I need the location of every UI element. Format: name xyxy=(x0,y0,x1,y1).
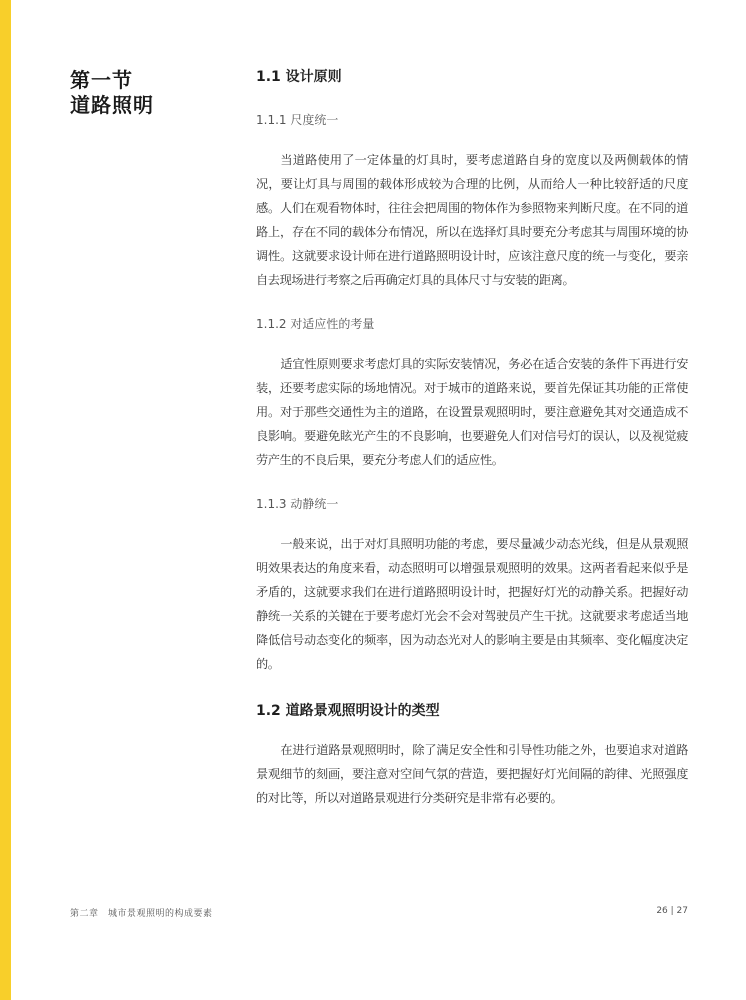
paragraph-1-1-3: 一般来说，出于对灯具照明功能的考虑，要尽量减少动态光线，但是从景观照明效果表达的角度来看，动态照明可以增强景观照明的效果。这两者看起来似乎是矛盾的，这就要求我们在进行道路照明设计时，把握好灯光的动静关系。把握好动静统一关系的关键在于要考虑灯光会不会对驾驶员产生干扰。这就要求考虑适当地降低信号动态变化的频率，因为动态光对人的影响主要是由其频率、变化幅度决定的。 xyxy=(256,537,688,671)
section-heading-1-2: 1.2 道路景观照明设计的类型 xyxy=(256,703,440,719)
paragraph-1-1-1: 当道路使用了一定体量的灯具时，要考虑道路自身的宽度以及两侧载体的情况，要让灯具与周围的载体形成较为合理的比例，从而给人一种比较舒适的尺度感。人们在观看物体时，往往会把周围的物体作为参照物来判断尺度。在不同的道路上，存在不同的载体分布情况，所以在选择灯具时要充分考虑其与周围环境的协调性。这就要求设计师在进行道路照明设计时，应该注意尺度的统一与变化，要亲自去现场进行考察之后再确定灯具的具体尺寸与安装的距离。 xyxy=(256,153,688,287)
paragraph-1-1-2: 适宜性原则要求考虑灯具的实际安装情况，务必在适合安装的条件下再进行安装，还要考虑实际的场地情况。对于城市的道路来说，要首先保证其功能的正常使用。对于那些交通性为主的道路，在设置景观照明时，要注意避免其对交通造成不良影响。要避免眩光产生的不良影响，也要避免人们对信号灯的误认，以及视觉疲劳产生的不良后果，要充分考虑人们的适应性。 xyxy=(256,357,688,467)
chapter-title-line2: 道路照明 xyxy=(70,93,154,117)
footer-chapter-label: 第二章 城市景观照明的构成要素 xyxy=(70,909,213,919)
chapter-title xyxy=(70,68,230,118)
subsection-heading-1-1-3: 1.1.3 动静统一 xyxy=(256,497,339,511)
accent-side-bar xyxy=(0,0,11,1000)
section-heading-1-1: 1.1 设计原则 xyxy=(256,69,342,85)
footer-page-numbers: 26 | 27 xyxy=(656,906,688,916)
subsection-heading-1-1-1: 1.1.1 尺度统一 xyxy=(256,113,339,127)
chapter-title-line1: 第一节 xyxy=(70,68,133,92)
paragraph-1-2: 在进行道路景观照明时，除了满足安全性和引导性功能之外，也要追求对道路景观细节的刻画，要注意对空间气氛的营造，要把握好灯光间隔的韵律、光照强度的对比等，所以对道路景观进行分类研究是非常有必要的。 xyxy=(256,743,688,805)
main-content xyxy=(256,66,688,810)
subsection-heading-1-1-2: 1.1.2 对适应性的考量 xyxy=(256,317,375,331)
